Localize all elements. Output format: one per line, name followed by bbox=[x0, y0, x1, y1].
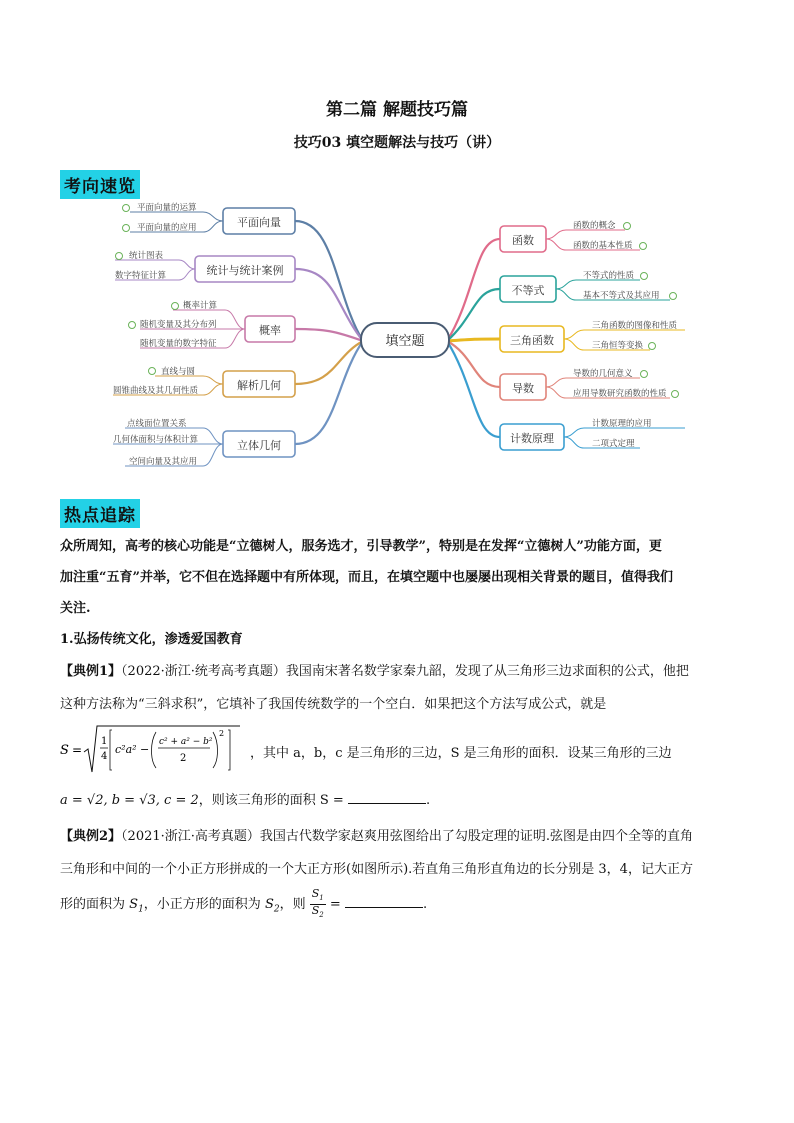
intro-line-1: 众所周知，高考的核心功能是“立德树人，服务选才，引导教学”，特别是在发挥“立德树人”功能方面，更 bbox=[60, 539, 662, 554]
svg-text:随机变量的数字特征: 随机变量的数字特征 bbox=[140, 339, 217, 349]
mindmap-center-node bbox=[361, 323, 449, 357]
mindmap-right-node-3 bbox=[500, 368, 679, 400]
section-tag-overview: 考向速览 bbox=[60, 170, 140, 199]
svg-text:立体几何: 立体几何 bbox=[237, 439, 281, 452]
svg-text:统计图表: 统计图表 bbox=[129, 251, 164, 261]
svg-text:三角函数: 三角函数 bbox=[510, 334, 554, 347]
example1-ask: ，则该三角形的面积 S = bbox=[198, 793, 344, 808]
section-tag-hotspot: 热点追踪 bbox=[60, 499, 140, 528]
svg-text:S: S bbox=[60, 743, 69, 758]
example2-tag: 【典例2】 bbox=[60, 829, 122, 844]
svg-text:三角函数的图像和性质: 三角函数的图像和性质 bbox=[592, 321, 678, 331]
svg-text:基本不等式及其应用: 基本不等式及其应用 bbox=[583, 291, 660, 301]
svg-text:函数的概念: 函数的概念 bbox=[573, 221, 616, 231]
svg-text:1: 1 bbox=[101, 736, 108, 747]
svg-text:统计与统计案例: 统计与统计案例 bbox=[206, 264, 284, 277]
svg-text:圆锥曲线及其几何性质: 圆锥曲线及其几何性质 bbox=[113, 386, 199, 396]
svg-text:=: = bbox=[72, 743, 83, 757]
svg-text:空间向量及其应用: 空间向量及其应用 bbox=[129, 457, 198, 467]
mindmap-left-node-4 bbox=[113, 418, 295, 467]
intro-line-2: 加注重“五育”并举，它不但在选择题中有所体现，而且，在填空题中也屡屡出现相关背景的题目，值得我们 bbox=[60, 570, 673, 585]
svg-text:概率: 概率 bbox=[259, 324, 281, 337]
svg-text:平面向量的应用: 平面向量的应用 bbox=[137, 223, 197, 233]
svg-text:导数: 导数 bbox=[512, 382, 534, 395]
mindmap-left-node-2 bbox=[129, 300, 296, 349]
example2-line2: 三角形和中间的一个小正方形拼成的一个大正方形(如图所示).若直角三角形直角边的长分别是 3，4，记大正方 bbox=[60, 862, 693, 877]
svg-text:4: 4 bbox=[101, 751, 108, 762]
mindmap bbox=[95, 196, 695, 486]
svg-text:应用导数研究函数的性质: 应用导数研究函数的性质 bbox=[573, 389, 667, 399]
example1-values: a = √2, b = √3, c = 2 bbox=[60, 793, 199, 808]
mindmap-right-node-1 bbox=[500, 270, 677, 302]
svg-text:几何体面积与体积计算: 几何体面积与体积计算 bbox=[113, 435, 199, 445]
example2-line1 bbox=[60, 822, 740, 852]
svg-text:概率计算: 概率计算 bbox=[183, 301, 218, 311]
svg-text:函数的基本性质: 函数的基本性质 bbox=[573, 241, 633, 251]
svg-text:导数的几何意义: 导数的几何意义 bbox=[573, 369, 633, 379]
s1-symbol: $S_1$ bbox=[129, 897, 144, 915]
qin-jiushao-formula bbox=[60, 722, 250, 780]
example1-line4: a = √2, b = √3, c = 2，则该三角形的面积 S = . bbox=[60, 786, 740, 816]
s1-over-s2-fraction: $\frac{S_1}{S_2}$ bbox=[311, 887, 324, 920]
example1-formula-desc: ，其中 a，b，c 是三角形的三边，S 是三角形的面积．设某三角形的三边 bbox=[250, 746, 672, 761]
example1-formula-row bbox=[60, 722, 740, 780]
svg-text:不等式: 不等式 bbox=[511, 284, 545, 297]
svg-text:二项式定理: 二项式定理 bbox=[592, 439, 635, 449]
svg-text:点线面位置关系: 点线面位置关系 bbox=[127, 419, 187, 429]
svg-text:函数: 函数 bbox=[512, 234, 534, 247]
section-heading-1: 1.弘扬传统文化，渗透爱国教育 bbox=[60, 632, 243, 647]
example1-line2: 这种方法称为“三斜求积”，它填补了我国传统数学的一个空白．如果把这个方法写成公式，就是 bbox=[60, 697, 607, 712]
mindmap-left-node-0 bbox=[123, 202, 296, 234]
example1-tag: 【典例1】 bbox=[60, 664, 122, 679]
svg-text:直线与圆: 直线与圆 bbox=[161, 367, 196, 377]
example1-answer-blank[interactable] bbox=[348, 789, 426, 804]
svg-text:计数原理的应用: 计数原理的应用 bbox=[592, 419, 652, 429]
svg-text:不等式的性质: 不等式的性质 bbox=[583, 271, 635, 281]
svg-text:三角恒等变换: 三角恒等变换 bbox=[592, 341, 644, 351]
svg-text:2: 2 bbox=[180, 753, 187, 764]
example2-text1: （2021·浙江·高考真题）我国古代数学家赵爽用弦图给出了勾股定理的证明.弦图是由四个全等的直角 bbox=[121, 829, 694, 844]
mindmap-right-node-0 bbox=[500, 220, 647, 252]
mindmap-right-node-2 bbox=[500, 320, 685, 352]
example2-line3: 形的面积为 $S_1$，小正方形的面积为 $S_2$，则 $\frac{S_1}{S_2}$ = . bbox=[60, 887, 428, 920]
svg-text:数字特征计算: 数字特征计算 bbox=[115, 271, 167, 281]
mindmap-left-node-1 bbox=[115, 250, 295, 282]
svg-text:计数原理: 计数原理 bbox=[510, 432, 554, 445]
svg-text:c² + a² − b²: c² + a² − b² bbox=[159, 737, 213, 747]
mindmap-left-node-3 bbox=[113, 366, 295, 397]
example2-answer-blank[interactable] bbox=[345, 893, 423, 908]
svg-text:平面向量: 平面向量 bbox=[237, 216, 281, 229]
page-title: 第二篇 解题技巧篇 bbox=[326, 100, 468, 120]
svg-text:2: 2 bbox=[219, 729, 225, 738]
svg-text:c²a² −: c²a² − bbox=[115, 743, 150, 756]
page-subtitle: 技巧03 填空题解法与技巧（讲） bbox=[293, 135, 501, 151]
mindmap-center-label: 填空题 bbox=[385, 334, 425, 349]
intro-line-3: 关注. bbox=[60, 601, 91, 616]
svg-text:解析几何: 解析几何 bbox=[237, 379, 281, 392]
mindmap-right-node-4 bbox=[500, 418, 685, 450]
s2-symbol: $S_2$ bbox=[264, 897, 280, 915]
example1-line1 bbox=[60, 657, 740, 687]
svg-text:平面向量的运算: 平面向量的运算 bbox=[137, 203, 197, 213]
svg-text:随机变量及其分布列: 随机变量及其分布列 bbox=[140, 320, 217, 330]
example1-text1: （2022·浙江·统考高考真题）我国南宋著名数学家秦九韶，发现了从三角形三边求面积的公式，他把 bbox=[121, 664, 689, 679]
